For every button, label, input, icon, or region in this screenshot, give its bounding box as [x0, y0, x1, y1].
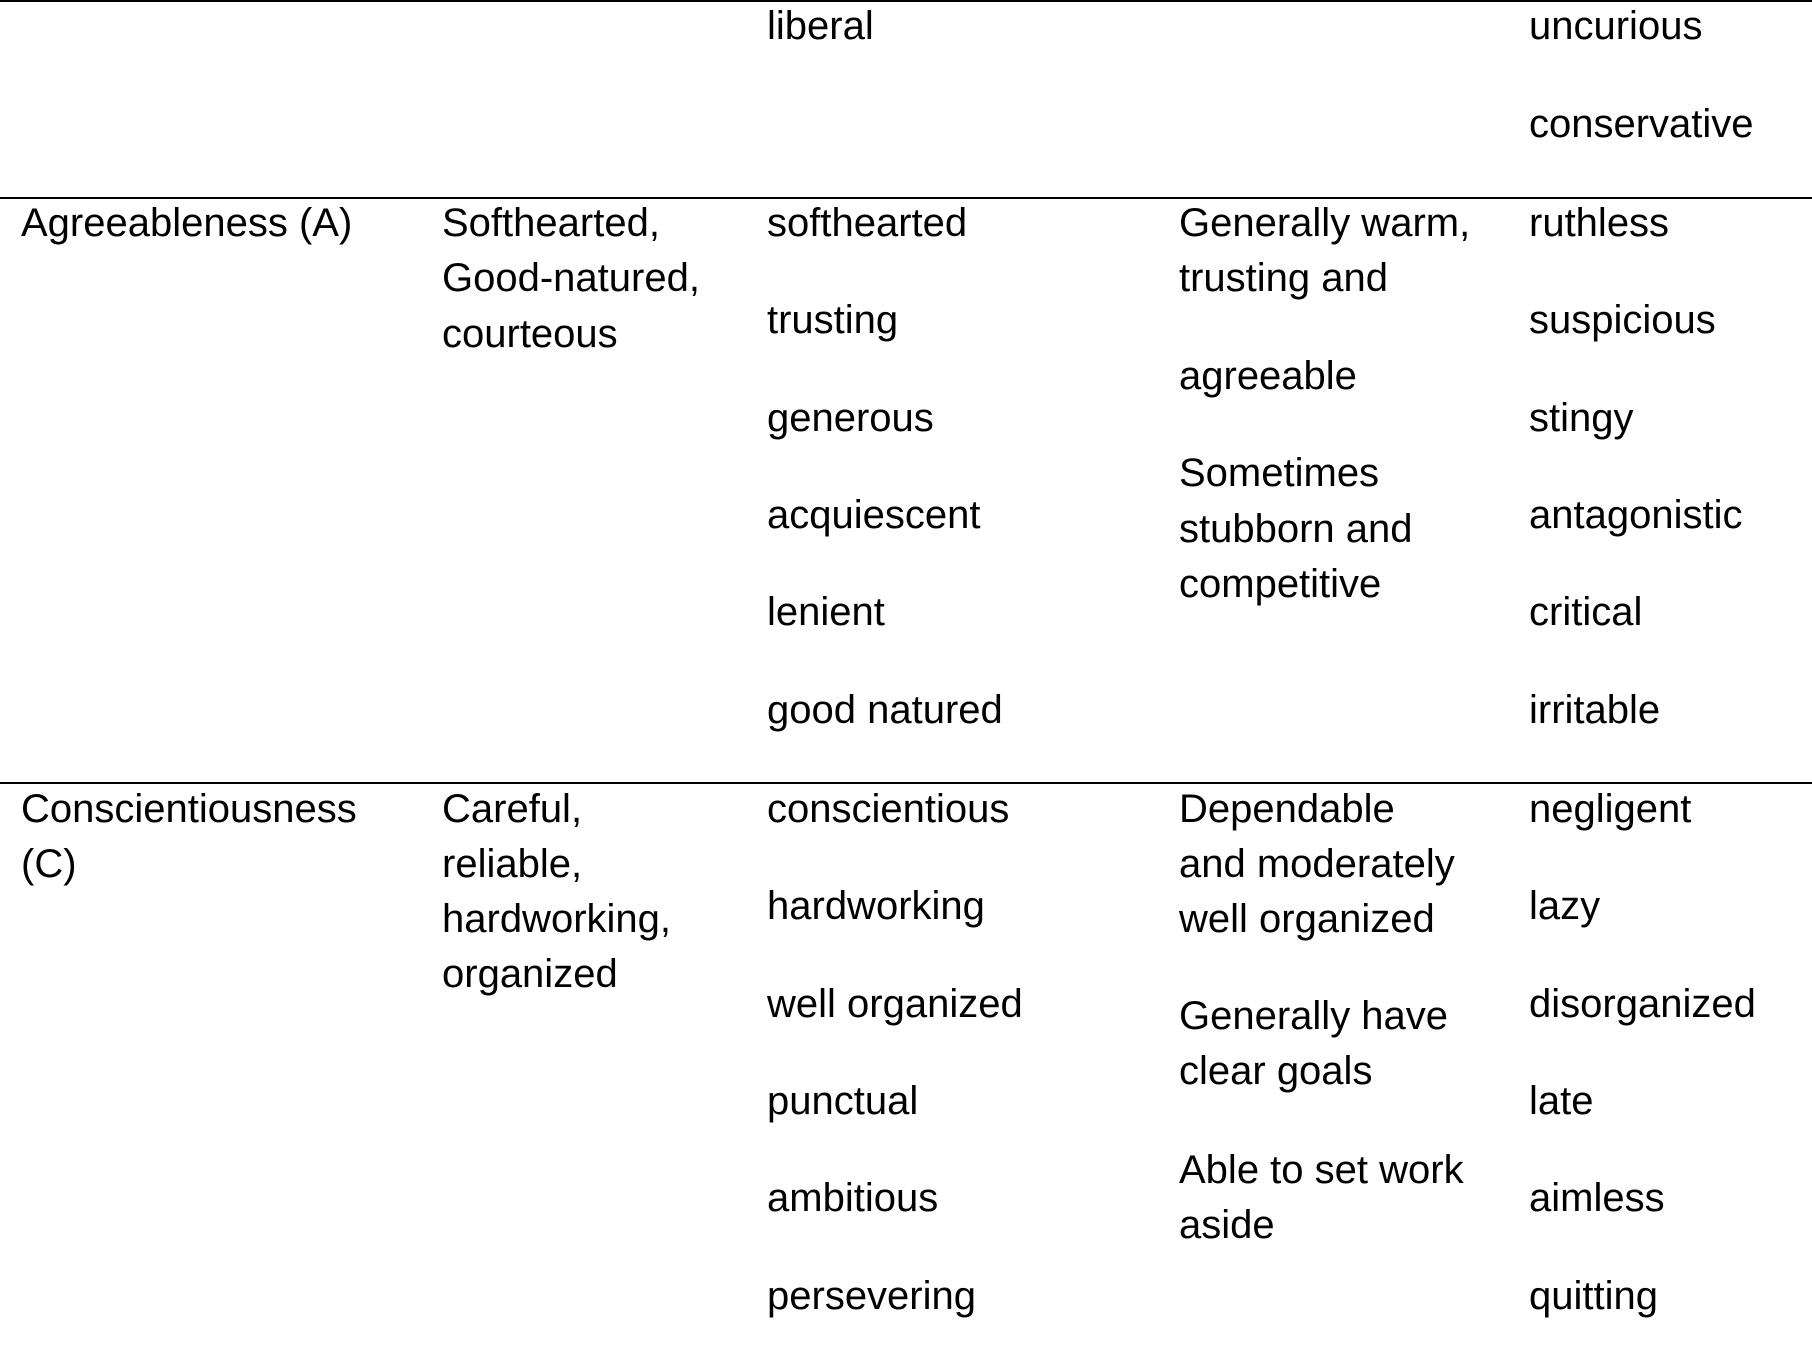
- trait-profile: Sometimes: [1179, 451, 1380, 495]
- trait-name: Conscientiousness: [21, 787, 357, 831]
- trait-profile: trusting and: [1179, 256, 1389, 300]
- trait-description: Careful,: [442, 787, 583, 831]
- adjective-high: softhearted: [767, 201, 968, 245]
- adjective-low: stingy: [1529, 396, 1634, 440]
- adjective-high: good natured: [767, 688, 1003, 732]
- trait-profile: clear goals: [1179, 1049, 1373, 1093]
- adjective-low: ruthless: [1529, 201, 1670, 245]
- adjective-low: critical: [1529, 590, 1643, 634]
- adjective-high: generous: [767, 396, 934, 440]
- trait-profile: agreeable: [1179, 354, 1357, 398]
- adjective-low: antagonistic: [1529, 493, 1743, 537]
- trait-description: Good-natured,: [442, 256, 700, 300]
- adjective-high: acquiescent: [767, 493, 981, 537]
- trait-profile: competitive: [1179, 562, 1382, 606]
- adjective-low: uncurious: [1529, 4, 1703, 48]
- adjective-low: aimless: [1529, 1176, 1665, 1220]
- adjective-low: negligent: [1529, 787, 1692, 831]
- trait-profile: Dependable: [1179, 787, 1395, 831]
- adjective-low: suspicious: [1529, 298, 1716, 342]
- adjective-low: quitting: [1529, 1274, 1658, 1318]
- adjective-low: late: [1529, 1079, 1594, 1123]
- trait-name: (C): [21, 842, 77, 886]
- adjective-high: punctual: [767, 1079, 919, 1123]
- trait-description: hardworking,: [442, 897, 672, 941]
- trait-description: reliable,: [442, 842, 583, 886]
- trait-description: Softhearted,: [442, 201, 660, 245]
- adjective-low: disorganized: [1529, 982, 1756, 1026]
- adjective-low: irritable: [1529, 688, 1661, 732]
- adjective-low: lazy: [1529, 884, 1601, 928]
- adjective-high: liberal: [767, 4, 874, 48]
- adjective-high: lenient: [767, 590, 885, 634]
- trait-profile: stubborn and: [1179, 507, 1413, 551]
- trait-profile: Generally have: [1179, 994, 1449, 1038]
- trait-name: Agreeableness (A): [21, 201, 353, 245]
- trait-profile: well organized: [1179, 897, 1435, 941]
- trait-description: courteous: [442, 312, 618, 356]
- trait-profile: and moderately: [1179, 842, 1455, 886]
- trait-profile: Generally warm,: [1179, 201, 1471, 245]
- adjective-high: hardworking: [767, 884, 985, 928]
- trait-description: organized: [442, 952, 618, 996]
- adjective-high: ambitious: [767, 1176, 939, 1220]
- adjective-low: conservative: [1529, 102, 1754, 146]
- trait-profile: aside: [1179, 1203, 1275, 1247]
- trait-profile: Able to set work: [1179, 1148, 1464, 1192]
- adjective-high: persevering: [767, 1274, 977, 1318]
- adjective-high: trusting: [767, 298, 899, 342]
- adjective-high: well organized: [767, 982, 1023, 1026]
- adjective-high: conscientious: [767, 787, 1010, 831]
